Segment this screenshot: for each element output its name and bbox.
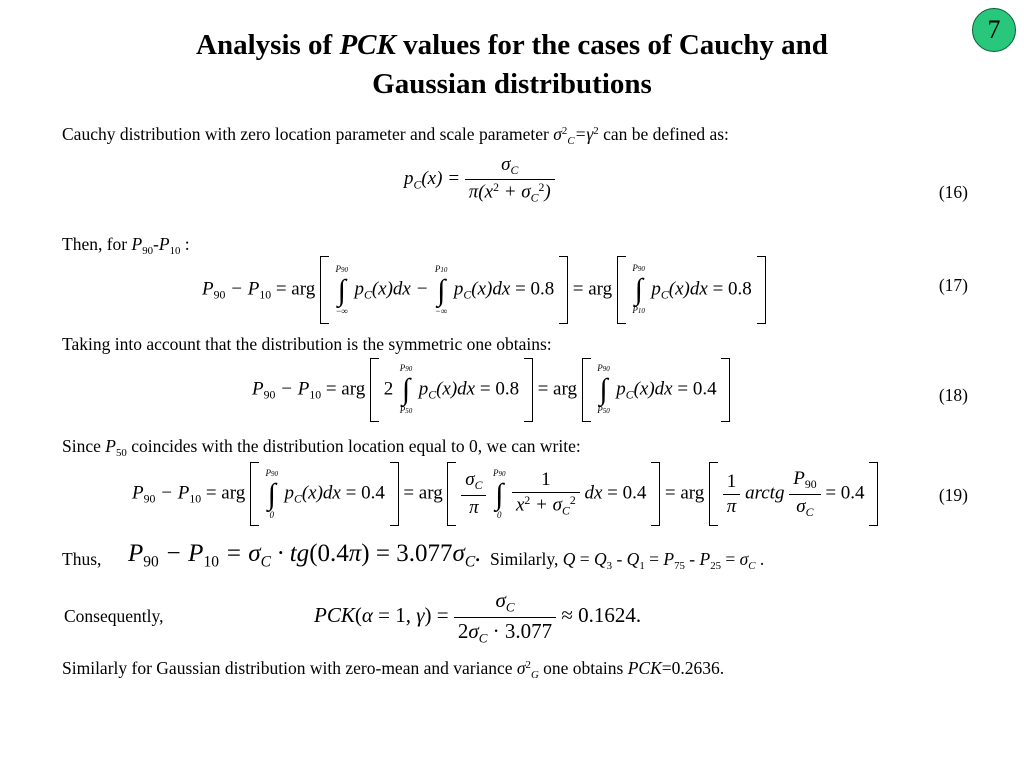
equation-18: $P_{90} - P_{10}$ = arg 2 P90 ∫ P50 $p_C(x)dx = 0.8$ = arg P90 ∫ P50 $p_C(x)dx = 0.4$ [252, 358, 730, 422]
symmetric-text: Taking into account that the distribution is the symmetric one obtains: [62, 334, 552, 354]
since-math: $P_{50}$ [105, 436, 127, 459]
equation-19-label: (19) [938, 485, 968, 505]
similarly-quartile: Similarly, $Q = Q_3 - Q_1 = P_{75} - P_{25} = \sigma_C$ . [490, 549, 765, 572]
intro-math: $\sigma^2_C=\gamma^2$ [553, 124, 599, 147]
since-text [62, 436, 581, 459]
slide-title [80, 26, 944, 104]
equation-18-label: (18) [938, 385, 968, 405]
title-part1: Analysis of [196, 29, 340, 61]
then-tail: : [180, 234, 190, 254]
equation-19: $P_{90} - P_{10}$ = arg P90 ∫ 0 $p_C(x)dx = 0.4$ = arg $\frac{\sigma_C}{\pi}$ P90 ∫ 0 $\frac{1}{x^2 + \sigma_C^2}$ dx = 0.4 = arg $\frac{1}{\pi}$ arctg $\frac{P_{90}}{\sigma_C}$ = 0.4 [132, 462, 878, 526]
gaussian-value: =0.2636. [661, 658, 725, 678]
then-body: Then, for [62, 234, 132, 254]
gaussian-math: $\sigma^2_G$ [516, 658, 539, 681]
slide-number: 7 [987, 15, 1001, 44]
then-text [62, 234, 190, 257]
thus-formula: $P_{90} - P_{10} = \sigma_C \cdot tg(0.4\pi) = 3.077\sigma_C$. [128, 540, 482, 571]
similarly-label: Similarly, [490, 549, 563, 569]
equation-17: $P_{90} - P_{10}$ = arg P90 ∫ −∞ $p_C(x)dx$ − P10 ∫ −∞ $p_C(x)dx = 0.8$ = arg P90 ∫ P10 $p_C(x)dx = 0.8$ [202, 256, 766, 324]
intro-text [62, 124, 729, 147]
equation-17-label: (17) [938, 275, 968, 295]
thus-label: Thus, [62, 549, 102, 569]
title-part2: values for the cases of Cauchy and [395, 29, 828, 61]
intro-tail: can be defined as: [598, 124, 729, 144]
consequently-label: Consequently, [64, 606, 164, 626]
then-math: $P_{90}-P_{10}$ [131, 234, 181, 257]
gaussian-body: Similarly for Gaussian distribution with zero-mean and variance [62, 658, 517, 678]
intro-body: Cauchy distribution with zero location parameter and scale parameter [62, 124, 554, 144]
since-body: Since [62, 436, 106, 456]
pck-result: ≈ 0.1624. [561, 602, 642, 627]
title-italic: PCK [339, 29, 396, 61]
gaussian-pck: PCK [627, 658, 662, 678]
since-tail: coincides with the distribution location equal to 0, we can write: [126, 436, 581, 456]
equation-16: $p_C(x)$ = $\frac{\sigma_C}{\pi(x^2 + \sigma_C^2)}$ [404, 154, 555, 206]
slide-number-badge [972, 8, 1016, 52]
equation-16-label: (16) [938, 182, 968, 202]
gaussian-mid: one obtains [538, 658, 628, 678]
title-line2: Gaussian distributions [372, 68, 652, 100]
pck-formula: PCK(α = 1, γ) = $\frac{\sigma_C}{2\sigma_C \cdot 3.077}$ ≈ 0.1624. [314, 588, 642, 646]
gaussian-text [62, 658, 724, 681]
quartile-formula: Q [562, 549, 576, 569]
